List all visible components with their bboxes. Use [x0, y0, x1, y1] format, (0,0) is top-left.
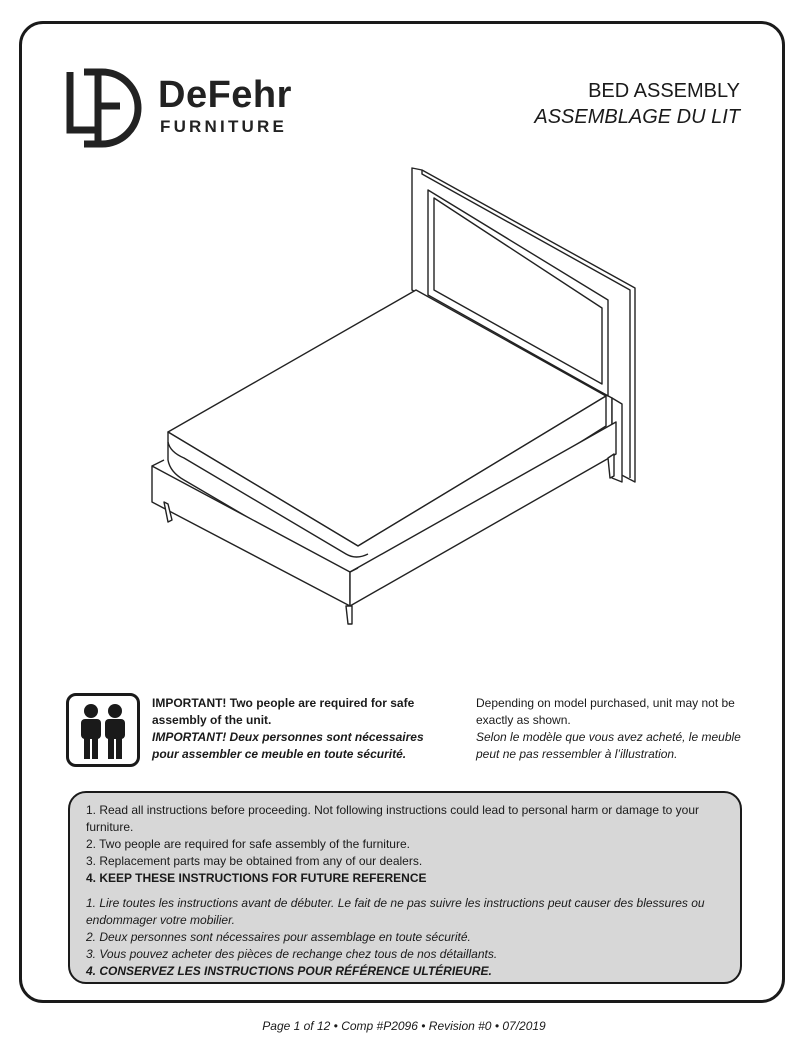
- instruction-item: 4. KEEP THESE INSTRUCTIONS FOR FUTURE REFERENCE: [86, 871, 427, 885]
- important-notice: [152, 695, 452, 763]
- df-monogram-icon: [64, 66, 148, 150]
- instruction-item: 2. Two people are required for safe assembly of the furniture.: [86, 837, 410, 851]
- instructions-english: [86, 802, 724, 887]
- brand-logo: [64, 66, 314, 150]
- brand-name: DeFehr: [158, 74, 292, 116]
- title-english: BED ASSEMBLY: [588, 80, 740, 102]
- document-title: [534, 78, 740, 130]
- bed-illustration: [140, 160, 650, 640]
- instruction-item: 2. Deux personnes sont nécessaires pour assemblage en toute sécurité.: [86, 930, 471, 944]
- title-french: ASSEMBLAGE DU LIT: [534, 106, 740, 128]
- important-french: IMPORTANT! Deux personnes sont nécessaires pour assembler ce meuble en toute sécurité.: [152, 730, 424, 761]
- model-note: [476, 695, 766, 763]
- instruction-item: 4. CONSERVEZ LES INSTRUCTIONS POUR RÉFÉRENCE ULTÉRIEURE.: [86, 964, 492, 978]
- instructions-french: [86, 895, 724, 980]
- important-english: IMPORTANT! Two people are required for safe assembly of the unit.: [152, 696, 415, 727]
- page-footer: Page 1 of 12 • Comp #P2096 • Revision #0 • 07/2019: [262, 1019, 546, 1033]
- instruction-item: 1. Lire toutes les instructions avant de débuter. Le fait de ne pas suivre les instructions peut causer des blessures ou endommager votre mobilier.: [86, 896, 705, 927]
- model-note-french: Selon le modèle que vous avez acheté, le meuble peut ne pas ressembler à l’illustration.: [476, 730, 741, 761]
- instruction-item: 1. Read all instructions before proceeding. Not following instructions could lead to personal harm or damage to your furniture.: [86, 803, 700, 834]
- two-people-icon: [66, 693, 140, 767]
- model-note-english: Depending on model purchased, unit may not be exactly as shown.: [476, 696, 735, 727]
- brand-subtitle: FURNITURE: [160, 117, 288, 136]
- instruction-item: 3. Replacement parts may be obtained from any of our dealers.: [86, 854, 423, 868]
- instruction-item: 3. Vous pouvez acheter des pièces de rechange chez tous de nos détaillants.: [86, 947, 498, 961]
- instructions-box: [68, 791, 742, 984]
